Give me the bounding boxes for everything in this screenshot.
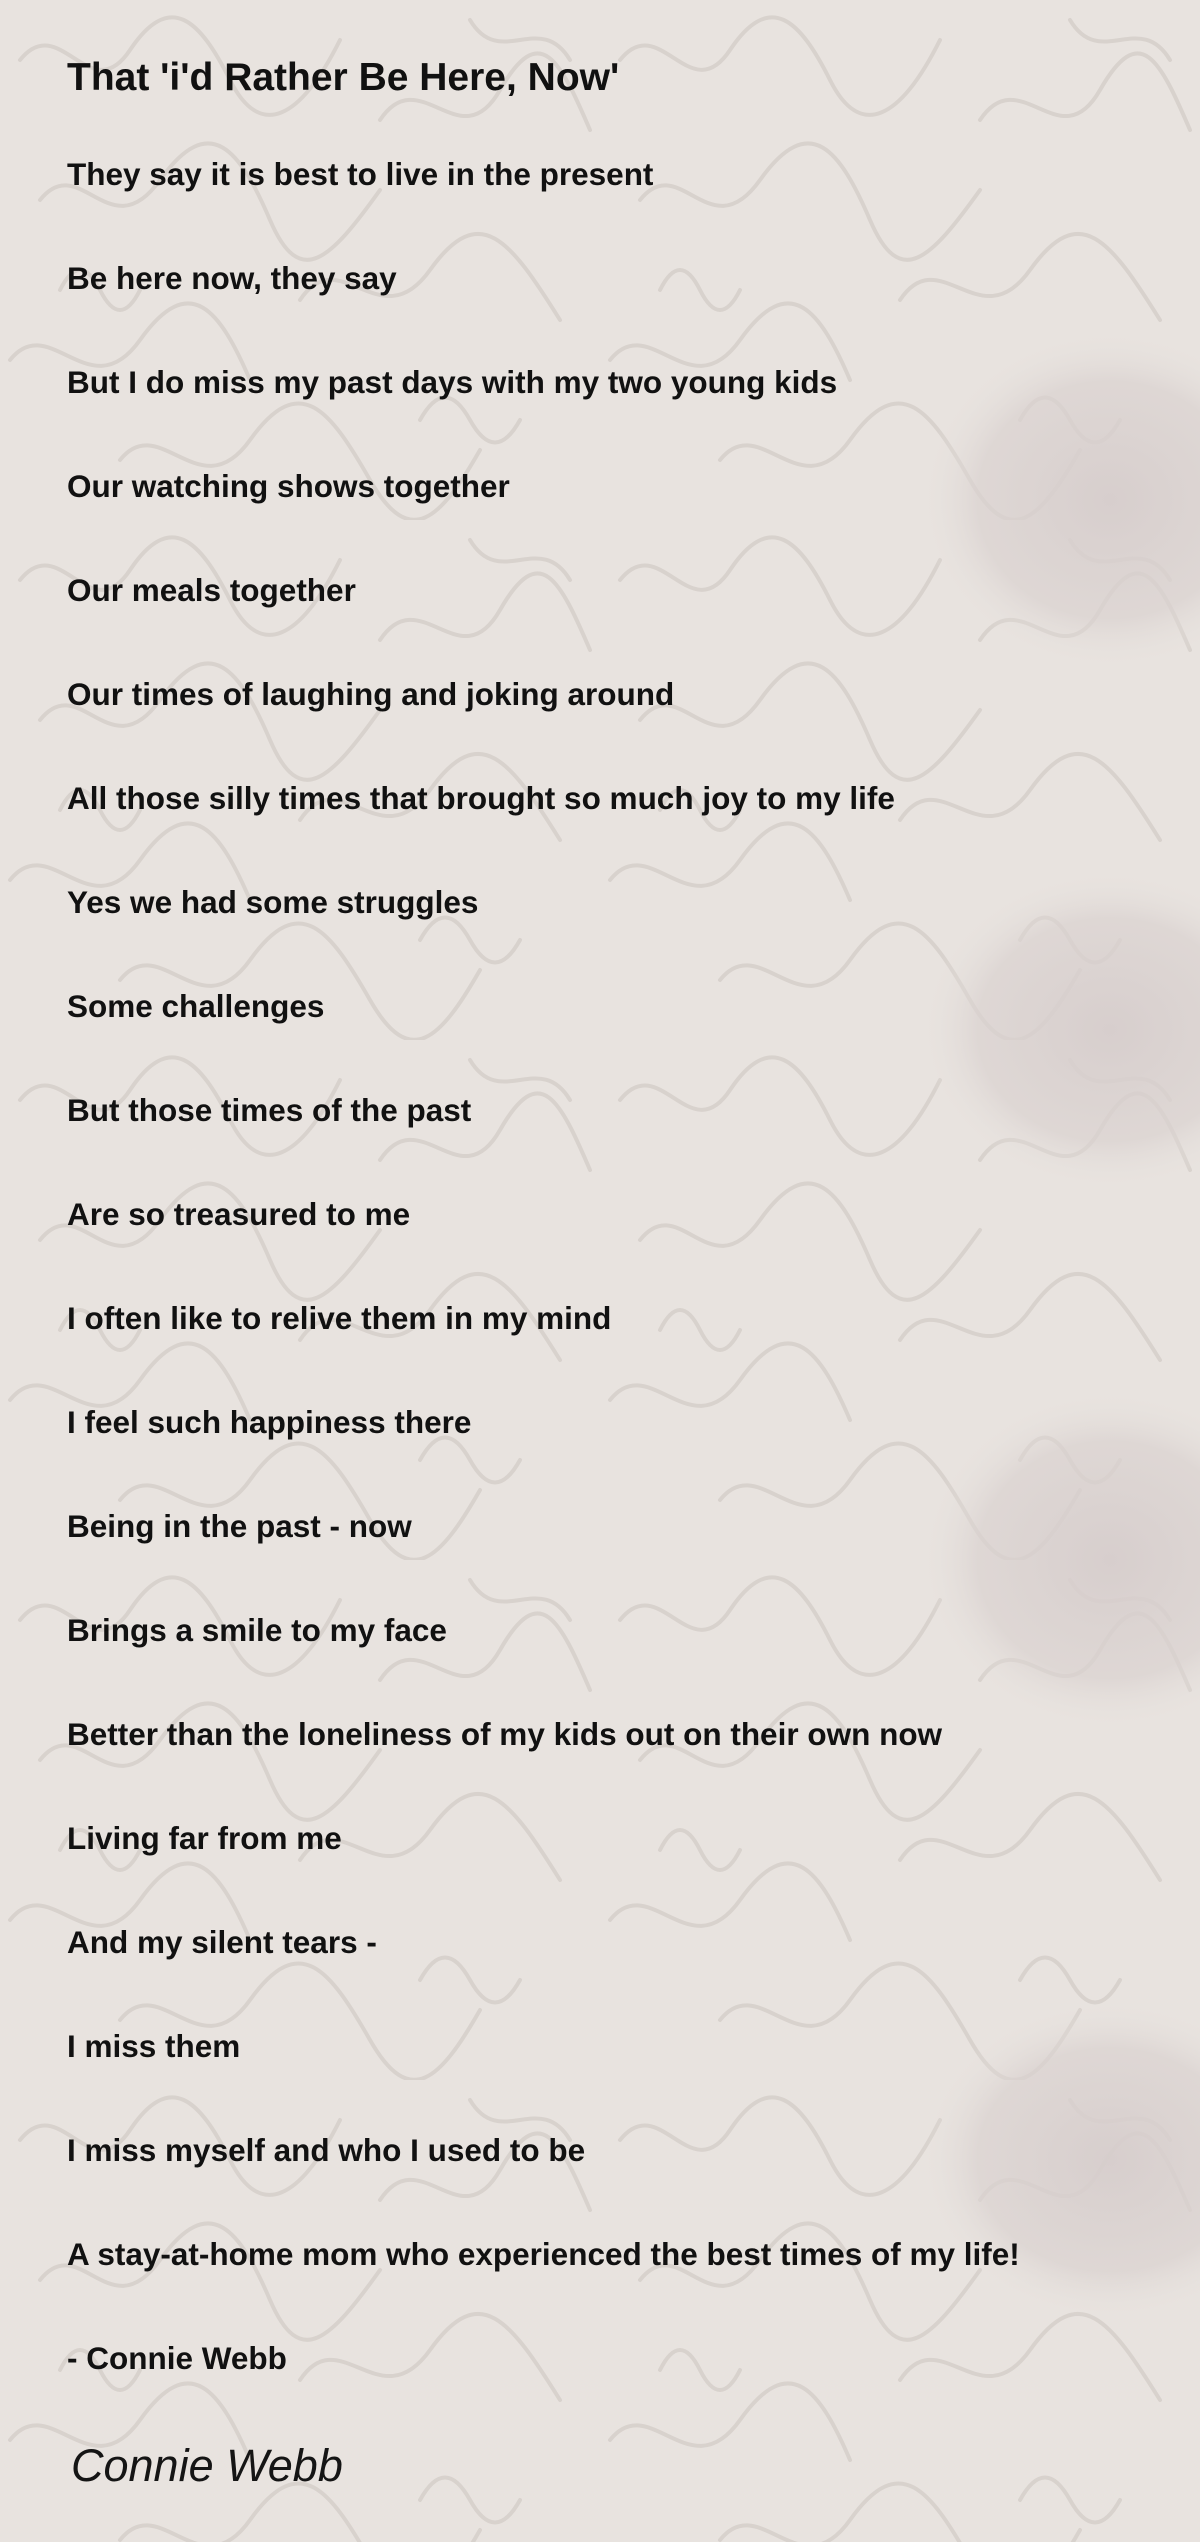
poem-line: But I do miss my past days with my two young kids <box>67 364 838 400</box>
author-signature: Connie Webb <box>71 2440 343 2491</box>
poem-byline: - Connie Webb <box>67 2340 287 2376</box>
poem-title: That 'i'd Rather Be Here, Now' <box>67 56 620 99</box>
poem-line: They say it is best to live in the present <box>67 156 654 192</box>
poem-line: And my silent tears - <box>67 1924 377 1960</box>
poem-line: But those times of the past <box>67 1092 472 1128</box>
poem-line: Our watching shows together <box>67 468 510 504</box>
poem-line: Are so treasured to me <box>67 1196 411 1232</box>
poem-line: Brings a smile to my face <box>67 1612 447 1648</box>
poem-line: Our meals together <box>67 572 356 608</box>
poem-line: I often like to relive them in my mind <box>67 1300 612 1336</box>
poem-line: Being in the past - now <box>67 1508 412 1544</box>
poem-line: Living far from me <box>67 1820 342 1856</box>
poem-line: Some challenges <box>67 988 325 1024</box>
poem-line: Better than the loneliness of my kids out on their own now <box>67 1716 943 1752</box>
poem-line: Be here now, they say <box>67 260 397 296</box>
poem-line: I miss myself and who I used to be <box>67 2132 586 2168</box>
poem-line: All those silly times that brought so much joy to my life <box>67 780 895 816</box>
poem-line: A stay-at-home mom who experienced the best times of my life! <box>67 2236 1020 2272</box>
poem-line: I miss them <box>67 2028 241 2064</box>
poem-line: I feel such happiness there <box>67 1404 472 1440</box>
poem-line: Yes we had some struggles <box>67 884 479 920</box>
poem-line: Our times of laughing and joking around <box>67 676 675 712</box>
